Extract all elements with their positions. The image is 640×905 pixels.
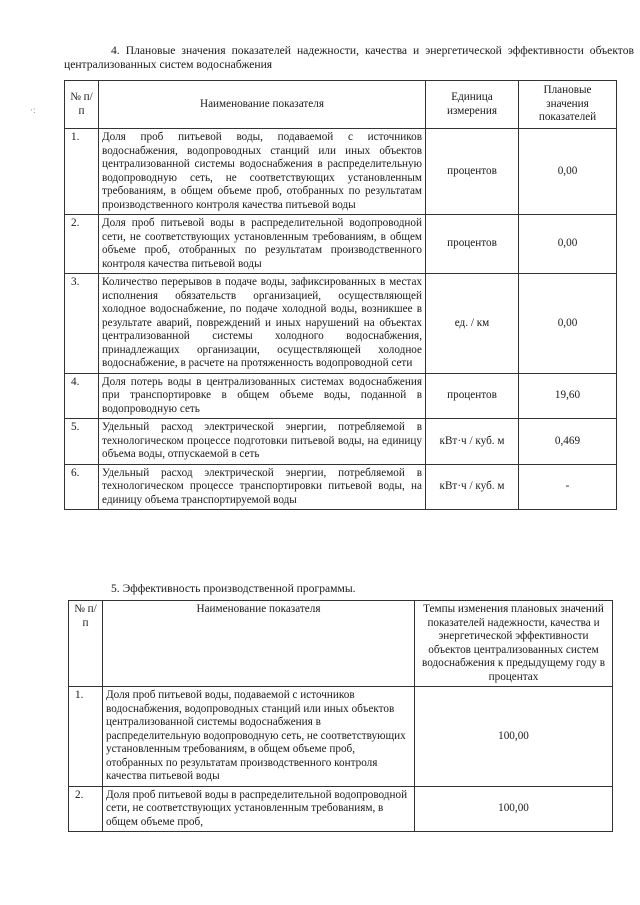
row-unit: кВт·ч / куб. м xyxy=(426,464,519,510)
row-value: 19,60 xyxy=(519,373,617,419)
row-name: Доля проб питьевой воды, подаваемой с источников водоснабжения, водопроводных станций или иных объектов централизованной системы водоснабжения в распределительную водопроводную сеть, не соответствующих установленным требованиям, в общем объеме проб, отобранных по результатам производственного контроля качества питьевой воды xyxy=(103,687,415,787)
row-name: Доля проб питьевой воды в распределительной водопроводной сети, не соответствующих установленным требованиям, в общем объеме проб, xyxy=(103,786,415,832)
header-name: Наименование показателя xyxy=(99,81,426,129)
row-value: 0,00 xyxy=(519,129,617,215)
table-row xyxy=(69,687,613,787)
row-name: Доля проб питьевой воды в распределительной водопроводной сети, не соответствующих установленным требованиям, в общем объеме проб, отобранных по результатам производственного контроля качества питьевой воды xyxy=(99,215,426,274)
row-num: 3. xyxy=(65,274,99,374)
section-4-heading: 4. Плановые значения показателей надежности, качества и энергетической эффективности объектов централизованных систем водоснабжения xyxy=(64,44,634,71)
row-name: Удельный расход электрической энергии, потребляемой в технологическом процессе подготовки питьевой воды, на единицу объема воды, отпускаемой в сеть xyxy=(99,419,426,465)
row-rate: 100,00 xyxy=(415,786,613,832)
header-rate: Темпы изменения плановых значений показателей надежности, качества и энергетической эффективности объектов централизованных систем водоснабжения к предыдущему году в процентах xyxy=(415,601,613,687)
efficiency-table xyxy=(68,600,613,832)
row-num: 6. xyxy=(65,464,99,510)
table-row xyxy=(65,274,617,374)
header-value: Плановые значения показателей xyxy=(519,81,617,129)
table-row xyxy=(65,464,617,510)
header-num: № п/п xyxy=(65,81,99,129)
table-row xyxy=(69,786,613,832)
row-name: Доля потерь воды в централизованных системах водоснабжения при транспортировке в общем объеме воды, поданной в водопроводную сеть xyxy=(99,373,426,419)
table-header-row xyxy=(65,81,617,129)
header-num: № п/п xyxy=(69,601,103,687)
scan-mark: ·: xyxy=(30,105,36,115)
row-name: Доля проб питьевой воды, подаваемой с источников водоснабжения, водопроводных станций или иных объектов централизованной системы водоснабжения в распределительную водопроводную сеть, не соответствующих установленным требованиям, в общем объеме проб, отобранных по результатам производственного контроля качества питьевой воды xyxy=(99,129,426,215)
table-row xyxy=(65,419,617,465)
row-unit: процентов xyxy=(426,215,519,274)
indicators-table xyxy=(64,80,617,510)
row-unit: кВт·ч / куб. м xyxy=(426,419,519,465)
row-value: - xyxy=(519,464,617,510)
row-num: 4. xyxy=(65,373,99,419)
row-num: 2. xyxy=(69,786,103,832)
row-rate: 100,00 xyxy=(415,687,613,787)
table-row xyxy=(65,373,617,419)
row-num: 1. xyxy=(65,129,99,215)
table-header-row xyxy=(69,601,613,687)
row-unit: процентов xyxy=(426,373,519,419)
row-value: 0,469 xyxy=(519,419,617,465)
table-row xyxy=(65,129,617,215)
row-num: 1. xyxy=(69,687,103,787)
header-unit: Единица измерения xyxy=(426,81,519,129)
row-num: 5. xyxy=(65,419,99,465)
table-row xyxy=(65,215,617,274)
row-unit: ед. / км xyxy=(426,274,519,374)
header-name: Наименование показателя xyxy=(103,601,415,687)
row-unit: процентов xyxy=(426,129,519,215)
section-5-heading: 5. Эффективность производственной программы. xyxy=(111,582,356,595)
row-value: 0,00 xyxy=(519,215,617,274)
row-name: Количество перерывов в подаче воды, зафиксированных в местах исполнения обязательств организацией, осуществляющей холодное водоснабжение, по подаче холодной воды, возникшее в результате аварий, повреждений и иных нарушений на объектах централизованной системы холодного водоснабжения, принадлежащих организации, осуществляющей холодное водоснабжение, в расчете на протяженность водопроводной сети xyxy=(99,274,426,374)
row-num: 2. xyxy=(65,215,99,274)
row-value: 0,00 xyxy=(519,274,617,374)
row-name: Удельный расход электрической энергии, потребляемой в технологическом процессе транспортировки питьевой воды, на единицу объема транспортируемой воды xyxy=(99,464,426,510)
